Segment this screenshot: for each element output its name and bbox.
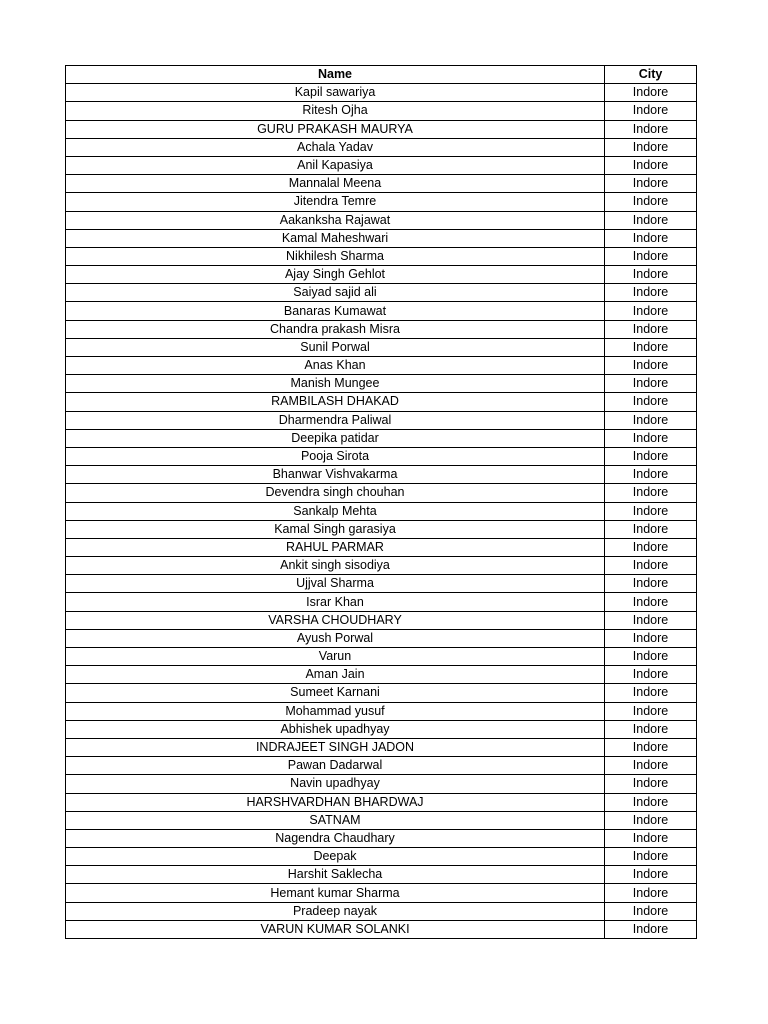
- city-cell: Indore: [605, 684, 697, 702]
- city-cell: Indore: [605, 811, 697, 829]
- table-row: [66, 848, 697, 866]
- city-cell: Indore: [605, 902, 697, 920]
- name-cell: Anas Khan: [66, 357, 605, 375]
- city-cell: Indore: [605, 593, 697, 611]
- table-row: [66, 720, 697, 738]
- table-row: [66, 102, 697, 120]
- table-row: [66, 175, 697, 193]
- table-row: [66, 229, 697, 247]
- name-cell: Sumeet Karnani: [66, 684, 605, 702]
- table-row: [66, 648, 697, 666]
- table-row: [66, 393, 697, 411]
- name-cell: Manish Mungee: [66, 375, 605, 393]
- table-row: [66, 520, 697, 538]
- name-cell: SATNAM: [66, 811, 605, 829]
- name-cell: Israr Khan: [66, 593, 605, 611]
- name-cell: VARSHA CHOUDHARY: [66, 611, 605, 629]
- city-cell: Indore: [605, 429, 697, 447]
- city-cell: Indore: [605, 738, 697, 756]
- city-cell: Indore: [605, 757, 697, 775]
- table-row: [66, 429, 697, 447]
- table-row: [66, 120, 697, 138]
- name-cell: VARUN KUMAR SOLANKI: [66, 920, 605, 938]
- name-cell: Hemant kumar Sharma: [66, 884, 605, 902]
- name-cell: Ayush Porwal: [66, 629, 605, 647]
- table-row: [66, 84, 697, 102]
- name-cell: Sunil Porwal: [66, 338, 605, 356]
- name-cell: Nagendra Chaudhary: [66, 829, 605, 847]
- name-cell: Pawan Dadarwal: [66, 757, 605, 775]
- name-cell: Sankalp Mehta: [66, 502, 605, 520]
- table-row: [66, 538, 697, 556]
- city-cell: Indore: [605, 629, 697, 647]
- table-row: [66, 484, 697, 502]
- table-row: [66, 920, 697, 938]
- city-cell: Indore: [605, 666, 697, 684]
- city-cell: Indore: [605, 84, 697, 102]
- name-cell: Harshit Saklecha: [66, 866, 605, 884]
- name-cell: GURU PRAKASH MAURYA: [66, 120, 605, 138]
- document-page: [65, 65, 697, 939]
- city-cell: Indore: [605, 193, 697, 211]
- name-cell: Saiyad sajid ali: [66, 284, 605, 302]
- name-cell: Kamal Maheshwari: [66, 229, 605, 247]
- name-cell: Ujjval Sharma: [66, 575, 605, 593]
- city-cell: Indore: [605, 120, 697, 138]
- table-body: [66, 84, 697, 939]
- city-cell: Indore: [605, 848, 697, 866]
- table-row: [66, 266, 697, 284]
- table-row: [66, 447, 697, 465]
- name-cell: RAMBILASH DHAKAD: [66, 393, 605, 411]
- table-row: [66, 611, 697, 629]
- name-cell: Achala Yadav: [66, 138, 605, 156]
- city-cell: Indore: [605, 411, 697, 429]
- table-row: [66, 357, 697, 375]
- city-cell: Indore: [605, 229, 697, 247]
- city-cell: Indore: [605, 884, 697, 902]
- city-cell: Indore: [605, 175, 697, 193]
- column-header-name: Name: [66, 66, 605, 84]
- name-cell: Ritesh Ojha: [66, 102, 605, 120]
- name-cell: Jitendra Temre: [66, 193, 605, 211]
- name-cell: Mannalal Meena: [66, 175, 605, 193]
- name-cell: Dharmendra Paliwal: [66, 411, 605, 429]
- city-cell: Indore: [605, 648, 697, 666]
- name-cell: Chandra prakash Misra: [66, 320, 605, 338]
- table-row: [66, 338, 697, 356]
- city-cell: Indore: [605, 247, 697, 265]
- name-cell: Kapil sawariya: [66, 84, 605, 102]
- city-cell: Indore: [605, 320, 697, 338]
- name-cell: Bhanwar Vishvakarma: [66, 466, 605, 484]
- table-header-row: [66, 66, 697, 84]
- city-cell: Indore: [605, 538, 697, 556]
- name-cell: Nikhilesh Sharma: [66, 247, 605, 265]
- table-row: [66, 775, 697, 793]
- table-row: [66, 211, 697, 229]
- name-cell: INDRAJEET SINGH JADON: [66, 738, 605, 756]
- table-row: [66, 866, 697, 884]
- table-row: [66, 575, 697, 593]
- name-cell: Pooja Sirota: [66, 447, 605, 465]
- city-cell: Indore: [605, 266, 697, 284]
- table-row: [66, 247, 697, 265]
- table-row: [66, 302, 697, 320]
- table-row: [66, 138, 697, 156]
- table-row: [66, 411, 697, 429]
- table-row: [66, 284, 697, 302]
- city-cell: Indore: [605, 775, 697, 793]
- city-cell: Indore: [605, 357, 697, 375]
- city-cell: Indore: [605, 520, 697, 538]
- city-cell: Indore: [605, 375, 697, 393]
- name-cell: RAHUL PARMAR: [66, 538, 605, 556]
- table-row: [66, 320, 697, 338]
- city-cell: Indore: [605, 502, 697, 520]
- city-cell: Indore: [605, 557, 697, 575]
- city-cell: Indore: [605, 138, 697, 156]
- city-cell: Indore: [605, 102, 697, 120]
- table-row: [66, 629, 697, 647]
- city-cell: Indore: [605, 302, 697, 320]
- column-header-city: City: [605, 66, 697, 84]
- city-cell: Indore: [605, 284, 697, 302]
- table-row: [66, 793, 697, 811]
- name-cell: Varun: [66, 648, 605, 666]
- table-row: [66, 884, 697, 902]
- name-cell: Abhishek upadhyay: [66, 720, 605, 738]
- city-cell: Indore: [605, 393, 697, 411]
- table-row: [66, 666, 697, 684]
- name-cell: Devendra singh chouhan: [66, 484, 605, 502]
- table-row: [66, 375, 697, 393]
- city-cell: Indore: [605, 211, 697, 229]
- table-row: [66, 684, 697, 702]
- name-city-table: [65, 65, 697, 939]
- name-cell: Aakanksha Rajawat: [66, 211, 605, 229]
- name-cell: Ajay Singh Gehlot: [66, 266, 605, 284]
- name-cell: Mohammad yusuf: [66, 702, 605, 720]
- city-cell: Indore: [605, 338, 697, 356]
- name-cell: HARSHVARDHAN BHARDWAJ: [66, 793, 605, 811]
- table-row: [66, 757, 697, 775]
- city-cell: Indore: [605, 575, 697, 593]
- table-row: [66, 502, 697, 520]
- city-cell: Indore: [605, 447, 697, 465]
- table-row: [66, 193, 697, 211]
- table-row: [66, 702, 697, 720]
- table-row: [66, 156, 697, 174]
- name-cell: Kamal Singh garasiya: [66, 520, 605, 538]
- name-cell: Ankit singh sisodiya: [66, 557, 605, 575]
- table-row: [66, 829, 697, 847]
- table-row: [66, 593, 697, 611]
- name-cell: Aman Jain: [66, 666, 605, 684]
- city-cell: Indore: [605, 466, 697, 484]
- city-cell: Indore: [605, 793, 697, 811]
- city-cell: Indore: [605, 156, 697, 174]
- name-cell: Deepika patidar: [66, 429, 605, 447]
- name-cell: Banaras Kumawat: [66, 302, 605, 320]
- name-cell: Navin upadhyay: [66, 775, 605, 793]
- table-row: [66, 557, 697, 575]
- city-cell: Indore: [605, 611, 697, 629]
- table-row: [66, 902, 697, 920]
- city-cell: Indore: [605, 829, 697, 847]
- table-row: [66, 738, 697, 756]
- table-row: [66, 811, 697, 829]
- city-cell: Indore: [605, 484, 697, 502]
- city-cell: Indore: [605, 866, 697, 884]
- table-row: [66, 466, 697, 484]
- name-cell: Deepak: [66, 848, 605, 866]
- city-cell: Indore: [605, 720, 697, 738]
- city-cell: Indore: [605, 702, 697, 720]
- city-cell: Indore: [605, 920, 697, 938]
- name-cell: Pradeep nayak: [66, 902, 605, 920]
- name-cell: Anil Kapasiya: [66, 156, 605, 174]
